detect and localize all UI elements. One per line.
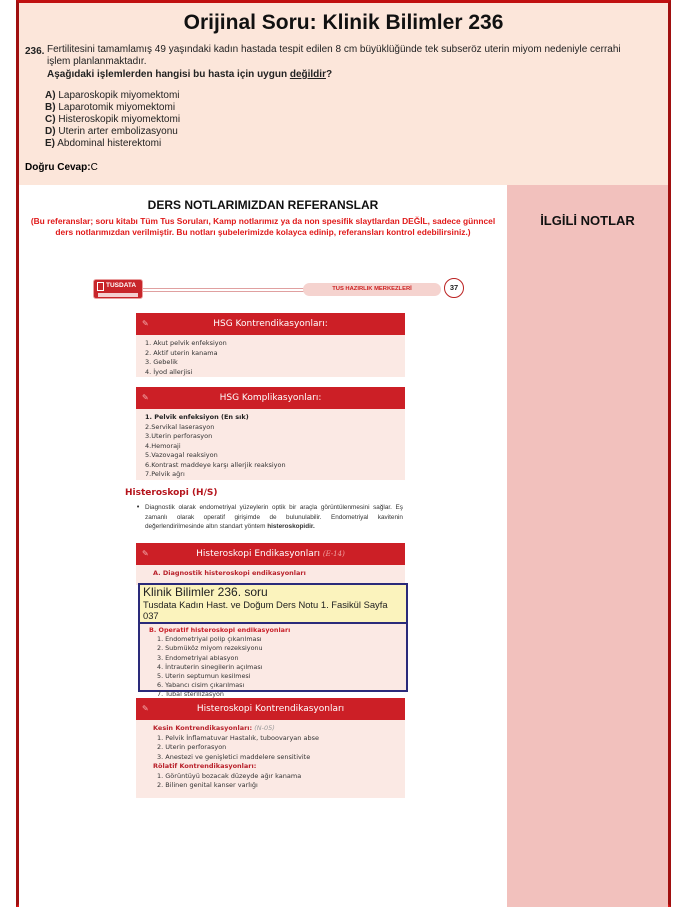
option-text: Laparotomik miyomektomi: [58, 102, 176, 113]
related-notes-column: [507, 185, 668, 907]
answer-label: Doğru Cevap:: [25, 162, 91, 173]
section-title: Histeroskopi Kontrendikasyonları: [196, 704, 345, 714]
list-item: 3.Uterin perforasyon: [145, 432, 213, 440]
subsection-a: A. Diagnostik histeroskopi endikasyonları: [153, 569, 306, 577]
list-item: 6.Kontrast maddeye karşı allerjik reaksiyon: [145, 460, 286, 469]
prompt-mark: ?: [325, 69, 333, 80]
logo-text: TUSDATA: [106, 282, 137, 289]
options-list: [45, 90, 645, 150]
prompt-emphasis: değildir: [289, 69, 326, 80]
pen-icon: ✎: [142, 393, 149, 402]
doc-header: [91, 277, 471, 303]
list-item: 2. Submüköz miyom rezeksiyonu: [157, 644, 263, 653]
absolute-contra-label: [145, 724, 405, 734]
page-number-badge: 37: [444, 278, 464, 298]
section-title: Histeroskopi Endikasyonları: [196, 549, 320, 559]
hysteroscopy-paragraph: [145, 503, 403, 532]
list-item: 7. Tubal sterilizasyon: [157, 690, 224, 699]
option-letter: B): [45, 102, 56, 113]
pen-icon: ✎: [142, 319, 149, 328]
option-e[interactable]: [45, 138, 645, 150]
related-notes-title: İLGİLİ NOTLAR: [540, 213, 635, 228]
reference-source: Tusdata Kadın Hast. ve Doğum Ders Notu 1. Fasikül Sayfa 037: [143, 599, 388, 621]
paragraph-bold: histeroskopidir.: [267, 523, 315, 531]
question-text: Fertilitesini tamamlamış 49 yaşındaki kadın hastada tespit edilen 8 cm büyüklüğünde tek subseröz uterin miyom nedeniyle cerrahi işlem planlanmaktadır.: [47, 44, 621, 67]
option-c[interactable]: [45, 114, 645, 126]
references-title: DERS NOTLARIMIZDAN REFERANSLAR: [147, 198, 379, 212]
bullet-icon: •: [136, 503, 141, 511]
section-header: [136, 313, 405, 335]
list-item: 4.Hemoraji: [145, 441, 181, 450]
option-text: Histeroskopik miyomektomi: [58, 114, 181, 125]
header-rule: [143, 288, 305, 292]
reference-label: [140, 585, 406, 624]
question-prompt: [47, 69, 645, 81]
option-b[interactable]: [45, 102, 645, 114]
list-item: 2. Aktif uterin kanama: [145, 348, 218, 357]
section-body: [136, 335, 405, 377]
section-title: HSG Komplikasyonları:: [219, 393, 322, 403]
option-letter: C): [45, 114, 56, 125]
list-item: 7.Pelvik ağrı: [145, 470, 185, 478]
question-title: Orijinal Soru: Klinik Bilimler 236: [183, 11, 504, 34]
option-letter: E): [45, 138, 55, 149]
references-disclaimer: (Bu referanslar; soru kitabı Tüm Tus Soruları, Kamp notlarımız ya da non spesifik slaytlardan DEĞİL, sadece günncel ders notlarımızdan verilmiştir. Bu notları şubelerimizde kolayca edinip, referansları kontrol edebilirsiniz.): [30, 216, 496, 237]
list-item: 2. Uterin perforasyon: [157, 743, 227, 751]
tusdata-logo: [93, 279, 143, 299]
option-text: Uterin arter embolizasyonu: [58, 126, 178, 137]
reference-page-image: [91, 277, 471, 897]
list-item: 2. Bilinen genital kanser varlığı: [157, 781, 258, 789]
list-item: 4. İyod allerjisi: [145, 367, 193, 376]
list-item: 3. Anestezi ve genişletici maddelere sensitivite: [157, 752, 311, 761]
subsection-b: B. Operatif histeroskopi endikasyonları: [149, 626, 291, 634]
list-item: 1. Endometriyal polip çıkarılması: [157, 635, 262, 644]
correct-answer: [25, 162, 98, 173]
question-body: [25, 44, 645, 150]
section-body: [136, 565, 405, 585]
list-item: 3. Endometriyal ablasyon: [157, 653, 239, 662]
logo-mark-icon: [97, 282, 104, 291]
relative-contra-label: Rölatif Kontrendikasyonları:: [153, 762, 257, 770]
option-text: Laparoskopik miyomektomi: [58, 90, 180, 101]
question-panel: [19, 3, 668, 185]
header-pill: TUS HAZIRLIK MERKEZLERİ: [303, 283, 441, 296]
option-a[interactable]: [45, 90, 645, 102]
section-header: [136, 387, 405, 409]
label-text: Kesin Kontrendikasyonları:: [153, 724, 253, 732]
option-letter: A): [45, 90, 56, 101]
hsg-contraindications: [136, 313, 405, 377]
option-d[interactable]: [45, 126, 645, 138]
reference-question: Klinik Bilimler 236. soru: [143, 585, 268, 599]
pen-icon: ✎: [142, 704, 149, 713]
label-ref: (N-05): [254, 724, 275, 732]
list-item: 2.Servikal laserasyon: [145, 422, 215, 431]
hysteroscopy-title: Histeroskopi (H/S): [125, 488, 218, 498]
option-letter: D): [45, 126, 56, 137]
list-item: 5. Uterin septumun kesilmesi: [157, 672, 251, 681]
paragraph-text: Diagnostik olarak endometriyal yüzeylerin optik bir araçla görüntülenmesini sağlar. Eş zamanlı olarak operatif girişimde de bulunulabilir. Endometriyal kavitenin değerlendirilmesinde altın standart yöntem: [145, 504, 403, 531]
section-body: [136, 720, 405, 798]
list-item: 1. Akut pelvik enfeksiyon: [145, 339, 227, 347]
references-column: [19, 185, 507, 907]
section-title: HSG Kontrendikasyonları:: [213, 319, 328, 329]
list-item: 3. Gebelik: [145, 358, 178, 366]
section-header: [136, 698, 405, 720]
hysteroscopy-indications: [136, 543, 405, 585]
answer-value: C: [90, 162, 98, 173]
list-item: 5.Vazovagal reaksiyon: [145, 451, 218, 459]
list-item: 4. İntrauterin sinegilerin açılması: [157, 662, 263, 671]
list-item: 6. Yabancı cisim çıkarılması: [157, 681, 245, 690]
reference-highlight-box: [138, 583, 408, 699]
list-item: 1. Pelvik İnflamatuvar Hastalık, tuboovaryan abse: [157, 733, 319, 742]
section-header: [136, 543, 405, 565]
list-item: 1. Görüntüyü bozacak düzeyde ağır kanama: [157, 771, 302, 780]
hysteroscopy-contraindications: [136, 698, 405, 798]
logo-subline: [98, 293, 138, 297]
prompt-text: Aşağıdaki işlemlerden hangisi bu hasta için uygun: [47, 69, 290, 80]
hsg-complications: [136, 387, 405, 480]
list-item: 1. Pelvik enfeksiyon (En sık): [145, 413, 249, 421]
operative-indications: [140, 624, 406, 700]
question-number: 236.: [25, 46, 45, 57]
option-text: Abdominal histerektomi: [57, 138, 162, 149]
pen-icon: ✎: [142, 549, 149, 558]
section-ref: (E-14): [322, 550, 345, 558]
page-frame: [16, 0, 671, 907]
section-body: [136, 409, 405, 480]
